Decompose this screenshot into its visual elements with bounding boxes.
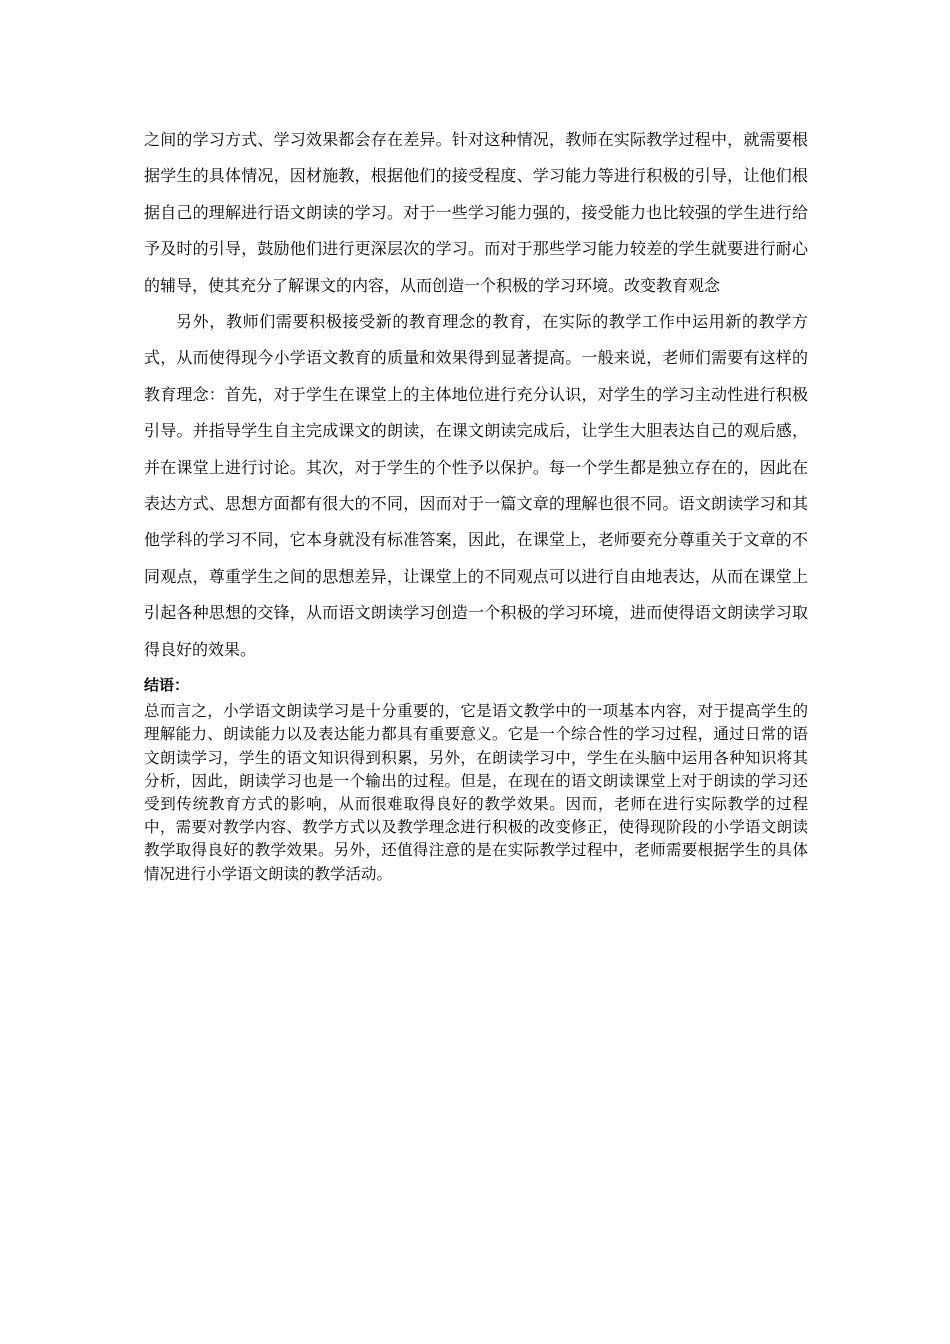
body-paragraph-2: 另外，教师们需要积极接受新的教育理念的教育，在实际的教学工作中运用新的教学方式，从而使得现今小学语文教育的质量和效果得到显著提高。一般来说，老师们需要有这样的教育理念：首先，对于学生在课堂上的主体地位进行充分认识，对学生的学习主动性进行积极引导。并指导学生自主完成课文的朗读，在课文朗读完成后，让学生大胆表达自己的观后感，并在课堂上进行讨论。其次，对于学生的个性予以保护。每一个学生都是独立存在的，因此在表达方式、思想方面都有很大的不同，因而对于一篇文章的理解也很不同。语文朗读学习和其他学科的学习不同，它本身就没有标准答案，因此，在课堂上，老师要充分尊重关于文章的不同观点，尊重学生之间的思想差异，让课堂上的不同观点可以进行自由地表达，从而在课堂上引起各种思想的交锋，从而语文朗读学习创造一个积极的学习环境，进而使得语文朗读学习取得良好的效果。	[144, 312, 808, 659]
document-page	[144, 122, 808, 886]
conclusion-heading: 结语：	[144, 676, 190, 695]
body-paragraph-1: 之间的学习方式、学习效果都会存在差异。针对这种情况，教师在实际教学过程中，就需要根据学生的具体情况，因材施教，根据他们的接受程度、学习能力等进行积极的引导，让他们根据自己的理解进行语文朗读的学习。对于一些学习能力强的，接受能力也比较强的学生进行给予及时的引导，鼓励他们进行更深层次的学习。而对于那些学习能力较差的学生就要进行耐心的辅导，使其充分了解课文的内容，从而创造一个积极的学习环境。改变教育观念	[144, 130, 808, 295]
conclusion-paragraph: 总而言之，小学语文朗读学习是十分重要的，它是语文教学中的一项基本内容，对于提高学生的理解能力、朗读能力以及表达能力都具有重要意义。它是一个综合性的学习过程，通过日常的语文朗读学习，学生的语文知识得到积累，另外，在朗读学习中，学生在头脑中运用各种知识将其分析，因此，朗读学习也是一个输出的过程。但是，在现在的语文朗读课堂上对于朗读的学习还受到传统教育方式的影响，从而很难取得良好的教学效果。因而，老师在进行实际教学的过程中，需要对教学内容、教学方式以及教学理念进行积极的改变修正，使得现阶段的小学语文朗读教学取得良好的教学效果。另外，还值得注意的是在实际教学过程中，老师需要根据学生的具体情况进行小学语文朗读的教学活动。	[144, 702, 808, 883]
